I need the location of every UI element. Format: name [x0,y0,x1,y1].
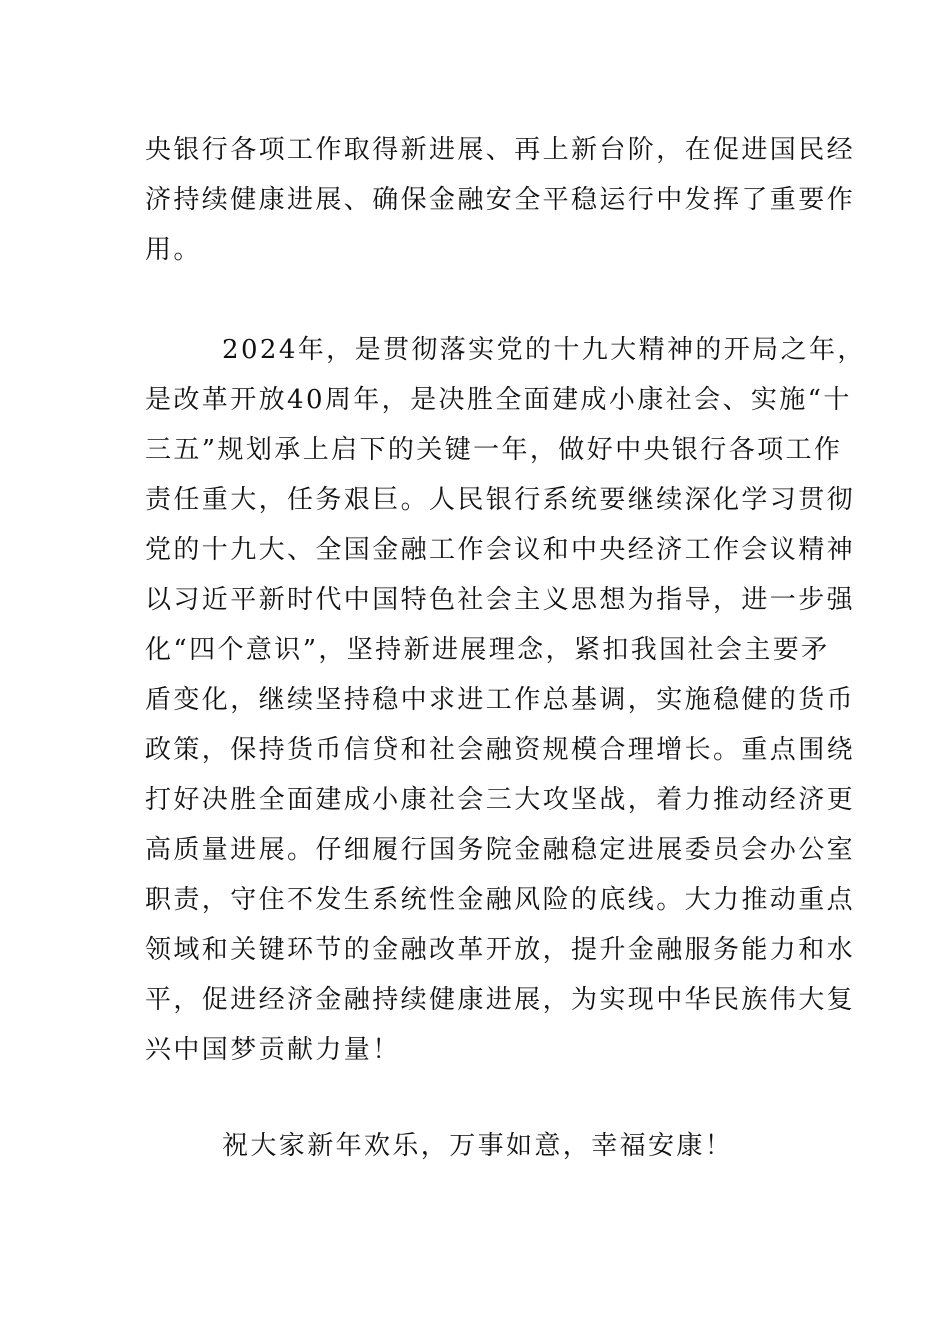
paragraph-2-line: 是改革开放40周年，是决胜全面建成小康社会、实施“十 [145,385,852,415]
paragraph-2-line: 盾变化，继续坚持稳中求进工作总基调，实施稳健的货币 [145,685,856,715]
paragraph-2-line: 2024年，是贯彻落实党的十九大精神的开局之年， [222,335,866,365]
paragraph-2-line: 兴中国梦贡献力量！ [145,1035,401,1065]
paragraph-2-line: 高质量进展。仔细履行国务院金融稳定进展委员会办公室 [145,835,856,865]
paragraph-2-line: 打好决胜全面建成小康社会三大攻坚战，着力推动经济更 [145,785,856,815]
paragraph-2-line: 职责，守住不发生系统性金融风险的底线。大力推动重点 [145,885,856,915]
paragraph-2-line: 领域和关键环节的金融改革开放，提升金融服务能力和水 [145,935,856,965]
paragraph-2-line: 以习近平新时代中国特色社会主义思想为指导，进一步强 [145,585,856,615]
paragraph-2-line: 化“四个意识”，坚持新进展理念，紧扣我国社会主要矛 [145,635,830,665]
paragraph-1-line: 央银行各项工作取得新进展、再上新台阶，在促进国民经 [145,135,856,165]
paragraph-2-line: 平，促进经济金融持续健康进展，为实现中华民族伟大复 [145,985,856,1015]
paragraph-2-line: 政策，保持货币信贷和社会融资规模合理增长。重点围绕 [145,735,856,765]
paragraph-1-line: 用。 [145,235,202,265]
paragraph-2-line: 责任重大，任务艰巨。人民银行系统要继续深化学习贯彻 [145,485,856,515]
closing-greeting: 祝大家新年欢乐，万事如意，幸福安康！ [222,1131,734,1161]
paragraph-2-line: 三五”规划承上启下的关键一年，做好中央银行各项工作 [145,435,843,465]
paragraph-2-line: 党的十九大、全国金融工作会议和中央经济工作会议精神 [145,535,856,565]
paragraph-1-line: 济持续健康进展、确保金融安全平稳运行中发挥了重要作 [145,185,856,215]
